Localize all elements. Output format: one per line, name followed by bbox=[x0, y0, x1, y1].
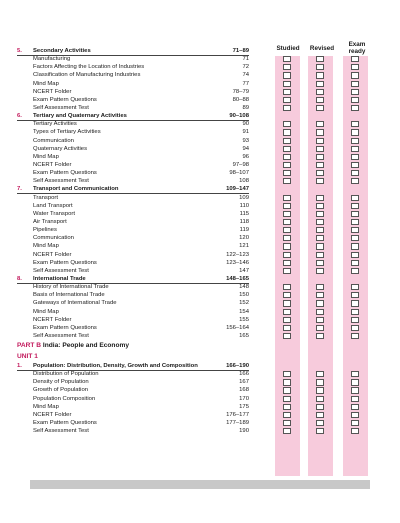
page-number: 90 bbox=[242, 121, 249, 128]
page-number: 166 bbox=[239, 371, 249, 378]
page-number: 190 bbox=[239, 428, 249, 435]
page-number: 108 bbox=[239, 178, 249, 185]
topic-title: NCERT Folder bbox=[33, 88, 72, 95]
topic-row bbox=[0, 299, 400, 307]
topic-title: Density of Population bbox=[33, 379, 89, 386]
page-number: 148–165 bbox=[226, 275, 249, 282]
page-number: 166–190 bbox=[226, 363, 249, 370]
page-number: 97–98 bbox=[232, 161, 249, 168]
topic-title: Mind Map bbox=[33, 243, 59, 250]
chapter-title: Population: Distribution, Density, Growth and Composition bbox=[33, 363, 198, 370]
topic-row bbox=[0, 145, 400, 153]
studied-checkbox[interactable] bbox=[283, 260, 291, 266]
topic-row bbox=[0, 80, 400, 88]
page-number: 72 bbox=[242, 64, 249, 71]
part-title: India: People and Economy bbox=[42, 342, 130, 350]
topic-title: Gateways of International Trade bbox=[33, 300, 117, 307]
topic-row bbox=[0, 120, 400, 128]
studied-checkbox[interactable] bbox=[283, 396, 291, 402]
page-number: 165 bbox=[239, 332, 249, 339]
page-number: 109–147 bbox=[226, 186, 249, 193]
chapter-number: 8. bbox=[17, 275, 22, 282]
exam-ready-checkbox[interactable] bbox=[351, 146, 359, 152]
page-number: 175 bbox=[239, 403, 249, 410]
page-number: 71 bbox=[242, 56, 249, 63]
part-heading-label bbox=[17, 340, 129, 351]
studied-checkbox[interactable] bbox=[283, 412, 291, 418]
table-of-contents bbox=[0, 47, 400, 435]
revised-checkbox[interactable] bbox=[316, 227, 324, 233]
topic-title: Mind Map bbox=[33, 308, 59, 315]
topic-title: Population Composition bbox=[33, 395, 96, 402]
studied-checkbox[interactable] bbox=[283, 56, 291, 62]
topic-row bbox=[0, 55, 400, 63]
revised-checkbox[interactable] bbox=[316, 396, 324, 402]
topic-row bbox=[0, 137, 400, 145]
page-number: 78–79 bbox=[232, 88, 249, 95]
studied-checkbox[interactable] bbox=[283, 121, 291, 127]
exam-ready-checkbox[interactable] bbox=[351, 211, 359, 217]
revised-checkbox[interactable] bbox=[316, 105, 324, 111]
exam-ready-checkbox[interactable] bbox=[351, 396, 359, 402]
studied-checkbox[interactable] bbox=[283, 243, 291, 249]
exam-ready-checkbox[interactable] bbox=[351, 317, 359, 323]
studied-checkbox[interactable] bbox=[283, 89, 291, 95]
topic-title: Communication bbox=[33, 235, 74, 242]
revised-checkbox[interactable] bbox=[316, 121, 324, 127]
topic-row bbox=[0, 427, 400, 435]
page-number: 93 bbox=[242, 137, 249, 144]
page-number: 155 bbox=[239, 316, 249, 323]
exam-ready-checkbox[interactable] bbox=[351, 138, 359, 144]
topic-title: History of International Trade bbox=[33, 284, 109, 291]
chapter-title: Tertiary and Quaternary Activities bbox=[33, 113, 127, 120]
studied-checkbox[interactable] bbox=[283, 284, 291, 290]
studied-checkbox[interactable] bbox=[283, 138, 291, 144]
topic-title: Communication bbox=[33, 137, 74, 144]
topic-row bbox=[0, 202, 400, 210]
revised-checkbox[interactable] bbox=[316, 300, 324, 306]
studied-checkbox[interactable] bbox=[283, 428, 291, 434]
topic-title: Classification of Manufacturing Industries bbox=[33, 72, 141, 79]
revised-checkbox[interactable] bbox=[316, 178, 324, 184]
topic-row bbox=[0, 411, 400, 419]
revised-checkbox[interactable] bbox=[316, 333, 324, 339]
topic-title: Transport bbox=[33, 194, 58, 201]
revised-checkbox[interactable] bbox=[316, 162, 324, 168]
topic-title: NCERT Folder bbox=[33, 161, 72, 168]
page-number: 120 bbox=[239, 235, 249, 242]
page-number: 154 bbox=[239, 308, 249, 315]
page-number: 177–189 bbox=[226, 420, 249, 427]
studied-checkbox[interactable] bbox=[283, 292, 291, 298]
revised-checkbox[interactable] bbox=[316, 138, 324, 144]
page-number: 148 bbox=[239, 284, 249, 291]
exam-ready-checkbox[interactable] bbox=[351, 129, 359, 135]
topic-title: Exam Pattern Questions bbox=[33, 96, 97, 103]
studied-checkbox[interactable] bbox=[283, 211, 291, 217]
exam-ready-checkbox[interactable] bbox=[351, 292, 359, 298]
topic-row bbox=[0, 161, 400, 169]
exam-ready-checkbox[interactable] bbox=[351, 121, 359, 127]
topic-title: Self Assessment Test bbox=[33, 428, 89, 435]
revised-checkbox[interactable] bbox=[316, 243, 324, 249]
page-number: 109 bbox=[239, 194, 249, 201]
topic-row bbox=[0, 403, 400, 411]
studied-checkbox[interactable] bbox=[283, 387, 291, 393]
topic-row bbox=[0, 283, 400, 291]
page-number: 94 bbox=[242, 145, 249, 152]
topic-row bbox=[0, 308, 400, 316]
revised-checkbox[interactable] bbox=[316, 252, 324, 258]
revised-checkbox[interactable] bbox=[316, 420, 324, 426]
studied-checkbox[interactable] bbox=[283, 64, 291, 70]
exam-ready-checkbox[interactable] bbox=[351, 97, 359, 103]
revised-checkbox[interactable] bbox=[316, 64, 324, 70]
exam-ready-checkbox[interactable] bbox=[351, 428, 359, 434]
topic-row bbox=[0, 251, 400, 259]
topic-title: NCERT Folder bbox=[33, 251, 72, 258]
page-number: 150 bbox=[239, 292, 249, 299]
revised-checkbox[interactable] bbox=[316, 268, 324, 274]
exam-ready-checkbox[interactable] bbox=[351, 154, 359, 160]
topic-row bbox=[0, 153, 400, 161]
topic-title: Quaternary Activities bbox=[33, 145, 88, 152]
page-number: 80–88 bbox=[232, 96, 249, 103]
chapter-title: Secondary Activities bbox=[33, 48, 91, 54]
topic-title: Exam Pattern Questions bbox=[33, 170, 97, 177]
topic-title: Tertiary Activities bbox=[33, 121, 77, 128]
revised-checkbox[interactable] bbox=[316, 387, 324, 393]
page-number: 122–123 bbox=[226, 251, 249, 258]
revised-checkbox[interactable] bbox=[316, 428, 324, 434]
revised-checkbox[interactable] bbox=[316, 81, 324, 87]
topic-title: Exam Pattern Questions bbox=[33, 420, 97, 427]
unit-heading-label: UNIT 1 bbox=[17, 353, 38, 361]
exam-ready-checkbox[interactable] bbox=[351, 420, 359, 426]
page-number: 91 bbox=[242, 129, 249, 136]
unit-heading bbox=[0, 351, 400, 362]
topic-row bbox=[0, 177, 400, 185]
studied-checkbox[interactable] bbox=[283, 154, 291, 160]
studied-checkbox[interactable] bbox=[283, 72, 291, 78]
revised-checkbox[interactable] bbox=[316, 170, 324, 176]
topic-row bbox=[0, 267, 400, 275]
page-number: 168 bbox=[239, 387, 249, 394]
studied-checkbox[interactable] bbox=[283, 325, 291, 331]
revised-checkbox[interactable] bbox=[316, 211, 324, 217]
topic-row bbox=[0, 242, 400, 250]
revised-checkbox[interactable] bbox=[316, 292, 324, 298]
topic-row bbox=[0, 226, 400, 234]
page-number: 110 bbox=[239, 202, 249, 209]
chapter-number: 1. bbox=[17, 363, 22, 370]
page-number: 121 bbox=[239, 243, 249, 250]
page-number: 98–107 bbox=[229, 170, 249, 177]
revised-checkbox[interactable] bbox=[316, 284, 324, 290]
studied-checkbox[interactable] bbox=[283, 333, 291, 339]
studied-checkbox[interactable] bbox=[283, 219, 291, 225]
topic-row bbox=[0, 71, 400, 79]
part-heading bbox=[0, 340, 400, 351]
revised-checkbox[interactable] bbox=[316, 371, 324, 377]
studied-checkbox[interactable] bbox=[283, 309, 291, 315]
chapter-row bbox=[0, 275, 400, 283]
exam-ready-checkbox[interactable] bbox=[351, 162, 359, 168]
exam-ready-checkbox[interactable] bbox=[351, 371, 359, 377]
revised-checkbox[interactable] bbox=[316, 72, 324, 78]
chapter-number: 5. bbox=[17, 48, 22, 54]
revised-checkbox[interactable] bbox=[316, 203, 324, 209]
revised-checkbox[interactable] bbox=[316, 412, 324, 418]
topic-title: Water Transport bbox=[33, 210, 76, 217]
studied-checkbox[interactable] bbox=[283, 81, 291, 87]
studied-checkbox[interactable] bbox=[283, 195, 291, 201]
exam-ready-checkbox[interactable] bbox=[351, 203, 359, 209]
exam-ready-checkbox[interactable] bbox=[351, 56, 359, 62]
exam-ready-checkbox[interactable] bbox=[351, 260, 359, 266]
page-number: 89 bbox=[242, 104, 249, 111]
exam-ready-header: Exam ready bbox=[348, 41, 366, 55]
topic-row bbox=[0, 218, 400, 226]
topic-title: Mind Map bbox=[33, 80, 59, 87]
studied-checkbox[interactable] bbox=[283, 379, 291, 385]
revised-checkbox[interactable] bbox=[316, 309, 324, 315]
topic-title: Self Assessment Test bbox=[33, 332, 89, 339]
page-number: 71–89 bbox=[232, 48, 249, 54]
revised-checkbox[interactable] bbox=[316, 56, 324, 62]
revised-checkbox[interactable] bbox=[316, 404, 324, 410]
chapter-row bbox=[0, 185, 400, 193]
exam-ready-checkbox[interactable] bbox=[351, 325, 359, 331]
revised-checkbox[interactable] bbox=[316, 146, 324, 152]
revised-checkbox[interactable] bbox=[316, 317, 324, 323]
page-number: 167 bbox=[239, 379, 249, 386]
topic-title: NCERT Folder bbox=[33, 316, 72, 323]
topic-title: Basis of International Trade bbox=[33, 292, 105, 299]
exam-ready-checkbox[interactable] bbox=[351, 235, 359, 241]
topic-title: Pipelines bbox=[33, 227, 57, 234]
topic-row bbox=[0, 324, 400, 332]
page-number: 147 bbox=[239, 267, 249, 274]
topic-title: Exam Pattern Questions bbox=[33, 324, 97, 331]
studied-checkbox[interactable] bbox=[283, 404, 291, 410]
page-number: 90–108 bbox=[229, 113, 249, 120]
exam-ready-checkbox[interactable] bbox=[351, 404, 359, 410]
exam-ready-checkbox[interactable] bbox=[351, 387, 359, 393]
studied-checkbox[interactable] bbox=[283, 129, 291, 135]
topic-row bbox=[0, 63, 400, 71]
revised-checkbox[interactable] bbox=[316, 325, 324, 331]
revised-checkbox[interactable] bbox=[316, 89, 324, 95]
revised-checkbox[interactable] bbox=[316, 129, 324, 135]
topic-title: Exam Pattern Questions bbox=[33, 259, 97, 266]
topic-title: Air Transport bbox=[33, 218, 67, 225]
page-number: 96 bbox=[242, 153, 249, 160]
topic-title: Manufacturing bbox=[33, 56, 71, 63]
topic-title: Growth of Population bbox=[33, 387, 89, 394]
studied-checkbox[interactable] bbox=[283, 420, 291, 426]
chapter-row bbox=[0, 362, 400, 370]
studied-checkbox[interactable] bbox=[283, 162, 291, 168]
topic-row bbox=[0, 234, 400, 242]
topic-row bbox=[0, 104, 400, 112]
exam-ready-checkbox[interactable] bbox=[351, 195, 359, 201]
topic-row bbox=[0, 88, 400, 96]
studied-checkbox[interactable] bbox=[283, 300, 291, 306]
revised-checkbox[interactable] bbox=[316, 260, 324, 266]
exam-ready-checkbox[interactable] bbox=[351, 268, 359, 274]
revised-checkbox[interactable] bbox=[316, 379, 324, 385]
exam-ready-checkbox[interactable] bbox=[351, 309, 359, 315]
topic-title: Mind Map bbox=[33, 153, 59, 160]
topic-row bbox=[0, 96, 400, 104]
revised-checkbox[interactable] bbox=[316, 219, 324, 225]
revised-checkbox[interactable] bbox=[316, 154, 324, 160]
studied-checkbox[interactable] bbox=[283, 146, 291, 152]
revised-checkbox[interactable] bbox=[316, 235, 324, 241]
chapter-title: International Trade bbox=[33, 275, 86, 282]
topic-row bbox=[0, 395, 400, 403]
exam-ready-checkbox[interactable] bbox=[351, 219, 359, 225]
exam-ready-checkbox[interactable] bbox=[351, 333, 359, 339]
revised-header: Revised bbox=[309, 45, 335, 52]
exam-ready-checkbox[interactable] bbox=[351, 300, 359, 306]
page-number: 118 bbox=[239, 218, 249, 225]
topic-row bbox=[0, 386, 400, 394]
revised-checkbox[interactable] bbox=[316, 97, 324, 103]
studied-checkbox[interactable] bbox=[283, 371, 291, 377]
studied-checkbox[interactable] bbox=[283, 317, 291, 323]
page-number: 156–164 bbox=[226, 324, 249, 331]
chapter-number: 7. bbox=[17, 186, 22, 193]
studied-checkbox[interactable] bbox=[283, 178, 291, 184]
part-prefix: PART B bbox=[17, 342, 42, 350]
topic-title: Mind Map bbox=[33, 403, 59, 410]
studied-header: Studied bbox=[276, 45, 300, 52]
studied-checkbox[interactable] bbox=[283, 268, 291, 274]
exam-ready-checkbox[interactable] bbox=[351, 64, 359, 70]
exam-ready-checkbox[interactable] bbox=[351, 227, 359, 233]
revised-checkbox[interactable] bbox=[316, 195, 324, 201]
chapter-number: 6. bbox=[17, 113, 22, 120]
exam-ready-checkbox[interactable] bbox=[351, 89, 359, 95]
topic-title: Self Assessment Test bbox=[33, 178, 89, 185]
studied-checkbox[interactable] bbox=[283, 235, 291, 241]
chapter-title: Transport and Communication bbox=[33, 186, 119, 193]
topic-row bbox=[0, 291, 400, 299]
exam-ready-checkbox[interactable] bbox=[351, 105, 359, 111]
exam-ready-checkbox[interactable] bbox=[351, 379, 359, 385]
topic-row bbox=[0, 370, 400, 378]
exam-ready-checkbox[interactable] bbox=[351, 252, 359, 258]
page-number: 74 bbox=[242, 72, 249, 79]
topic-row bbox=[0, 210, 400, 218]
topic-row bbox=[0, 194, 400, 202]
exam-ready-checkbox[interactable] bbox=[351, 170, 359, 176]
page-number: 115 bbox=[239, 210, 249, 217]
exam-ready-checkbox[interactable] bbox=[351, 243, 359, 249]
topic-row bbox=[0, 169, 400, 177]
footer-bar bbox=[30, 480, 370, 489]
topic-title: Factors Affecting the Location of Industries bbox=[33, 64, 145, 71]
topic-row bbox=[0, 128, 400, 136]
exam-ready-checkbox[interactable] bbox=[351, 178, 359, 184]
chapter-row bbox=[0, 112, 400, 120]
exam-ready-checkbox[interactable] bbox=[351, 81, 359, 87]
studied-checkbox[interactable] bbox=[283, 105, 291, 111]
exam-ready-checkbox[interactable] bbox=[351, 412, 359, 418]
page-number: 119 bbox=[239, 227, 249, 234]
exam-ready-checkbox[interactable] bbox=[351, 284, 359, 290]
topic-title: Distribution of Population bbox=[33, 371, 99, 378]
page-number: 176–177 bbox=[226, 411, 249, 418]
page-number: 152 bbox=[239, 300, 249, 307]
studied-checkbox[interactable] bbox=[283, 227, 291, 233]
page-number: 77 bbox=[242, 80, 249, 87]
topic-row bbox=[0, 316, 400, 324]
topic-title: Self Assessment Test bbox=[33, 104, 89, 111]
page-number: 170 bbox=[239, 395, 249, 402]
topic-title: Land Transport bbox=[33, 202, 73, 209]
studied-checkbox[interactable] bbox=[283, 203, 291, 209]
page-number: 123–146 bbox=[226, 259, 249, 266]
topic-title: Self Assessment Test bbox=[33, 267, 89, 274]
topic-title: Types of Tertiary Activities bbox=[33, 129, 101, 136]
topic-row bbox=[0, 332, 400, 340]
studied-checkbox[interactable] bbox=[283, 252, 291, 258]
chapter-row bbox=[0, 47, 400, 55]
studied-checkbox[interactable] bbox=[283, 170, 291, 176]
exam-ready-checkbox[interactable] bbox=[351, 72, 359, 78]
studied-checkbox[interactable] bbox=[283, 97, 291, 103]
topic-row bbox=[0, 259, 400, 267]
topic-title: NCERT Folder bbox=[33, 411, 72, 418]
topic-row bbox=[0, 378, 400, 386]
topic-row bbox=[0, 419, 400, 427]
